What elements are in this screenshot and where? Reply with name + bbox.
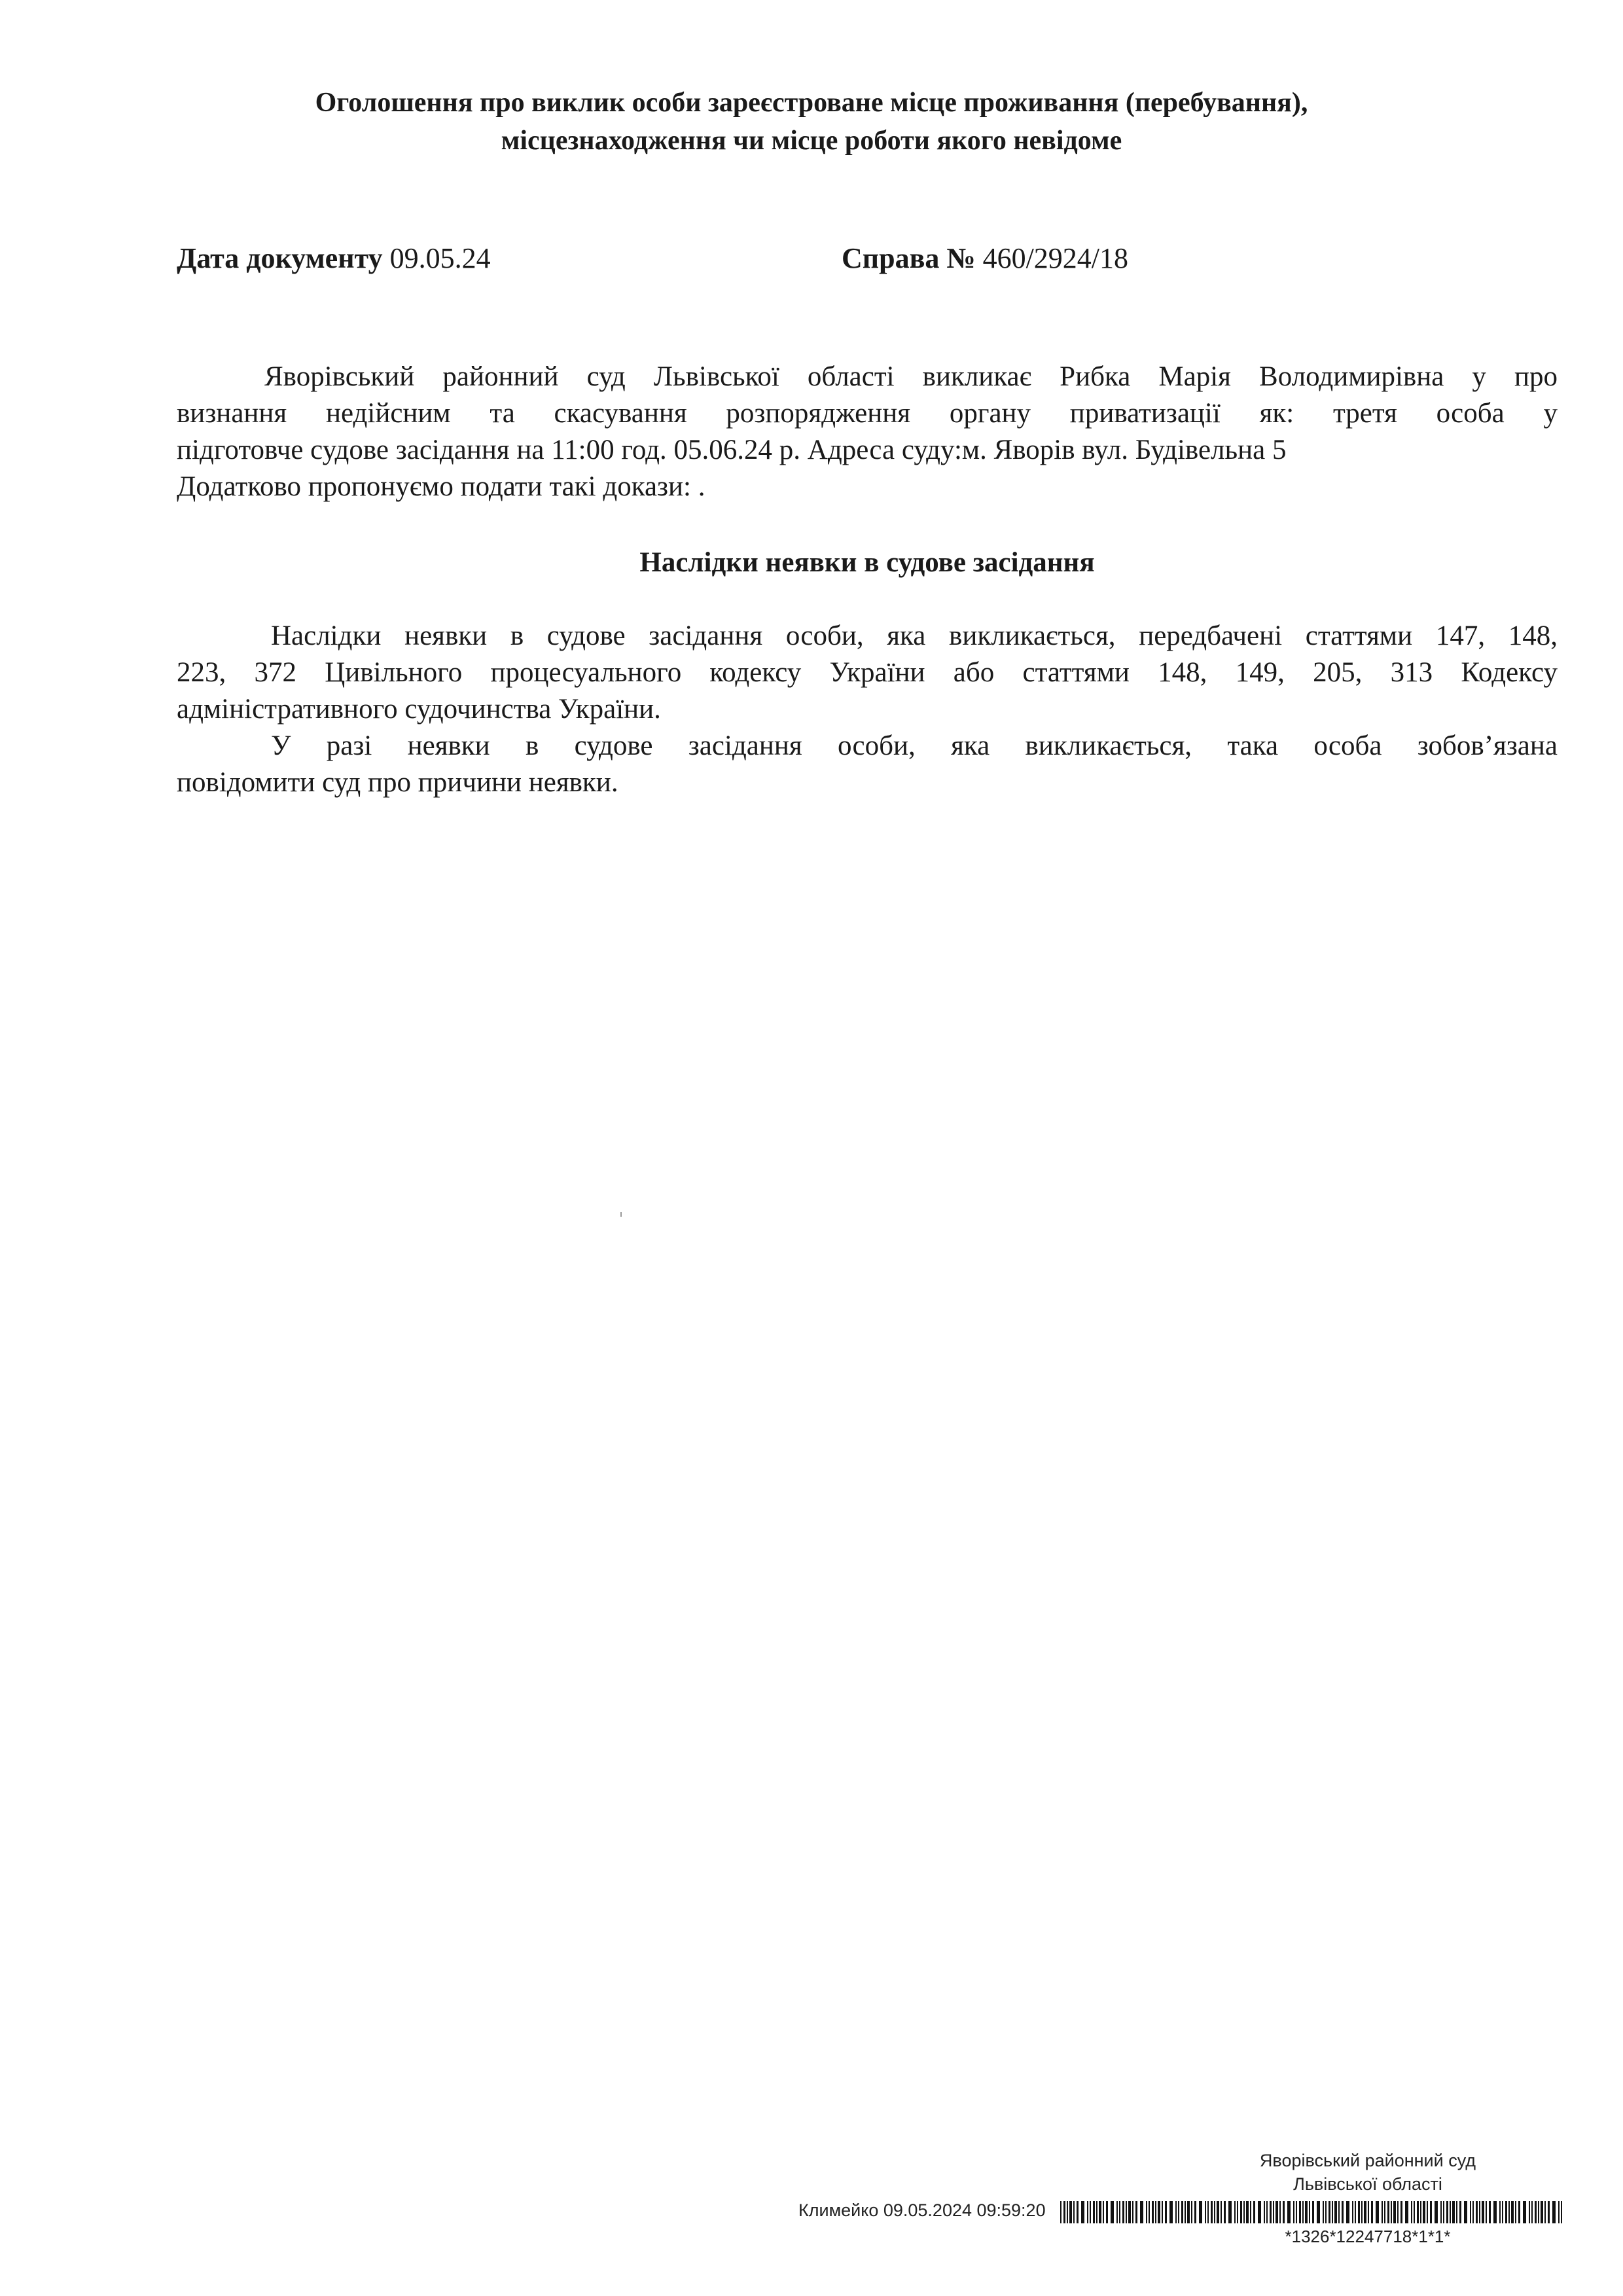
obligation-line: У разі неявки в судове засідання особи, яка викликається, така особа зобов’язана [271,730,1558,761]
case-label: Справа № [842,242,976,274]
stamp-barcode-code: *1326*12247718*1*1* [1285,2227,1451,2246]
summons-line: Яворівський районний суд Львівської області викликає Рибка Марія Володимирівна у про [264,361,1558,392]
consequences-line: 223, 372 Цивільного процесуального кодексу України або статтями 148, 149, 205, 313 Кодексу [177,657,1558,688]
stamp-registrar-datetime: Климейко 09.05.2024 09:59:20 [798,2200,1046,2220]
consequences-paragraph [177,618,1558,728]
obligation-paragraph [177,728,1558,801]
consequences-line: адміністративного судочинства України. [177,694,661,725]
date-label: Дата документу [177,242,383,274]
stamp-court-name: Яворівський районний суд [1259,2151,1476,2170]
consequences-heading: Наслідки неявки в судове засідання [639,547,1095,578]
date-value: 09.05.24 [389,242,491,274]
summons-line: визнання недійсним та скасування розпорядження органу приватизації як: третя особа у [177,398,1558,429]
summons-paragraph [177,359,1558,505]
scan-speck [620,1212,622,1217]
document-title [196,84,1427,160]
document-date [177,240,491,278]
barcode [1060,2201,1564,2223]
case-number [842,240,1128,278]
summons-line: підготовче судове засідання на 11:00 год. 05.06.24 р. Адреса суду:м. Яворів вул. Будівельна 5 [177,435,1287,465]
obligation-line: повідомити суд про причини неявки. [177,767,618,798]
title-line-2: місцезнаходження чи місце роботи якого невідоме [501,126,1122,156]
summons-line: Додатково пропонуємо подати такі докази: . [177,471,705,502]
title-line-1: Оголошення про виклик особи зареєстроване місце проживання (перебування), [315,88,1308,118]
case-value: 460/2924/18 [982,242,1129,274]
stamp-row [779,2200,1564,2223]
consequences-line: Наслідки неявки в судове засідання особи, яка викликається, передбачені статтями 147, 148, [271,620,1558,651]
stamp-region: Львівської області [1293,2174,1442,2194]
